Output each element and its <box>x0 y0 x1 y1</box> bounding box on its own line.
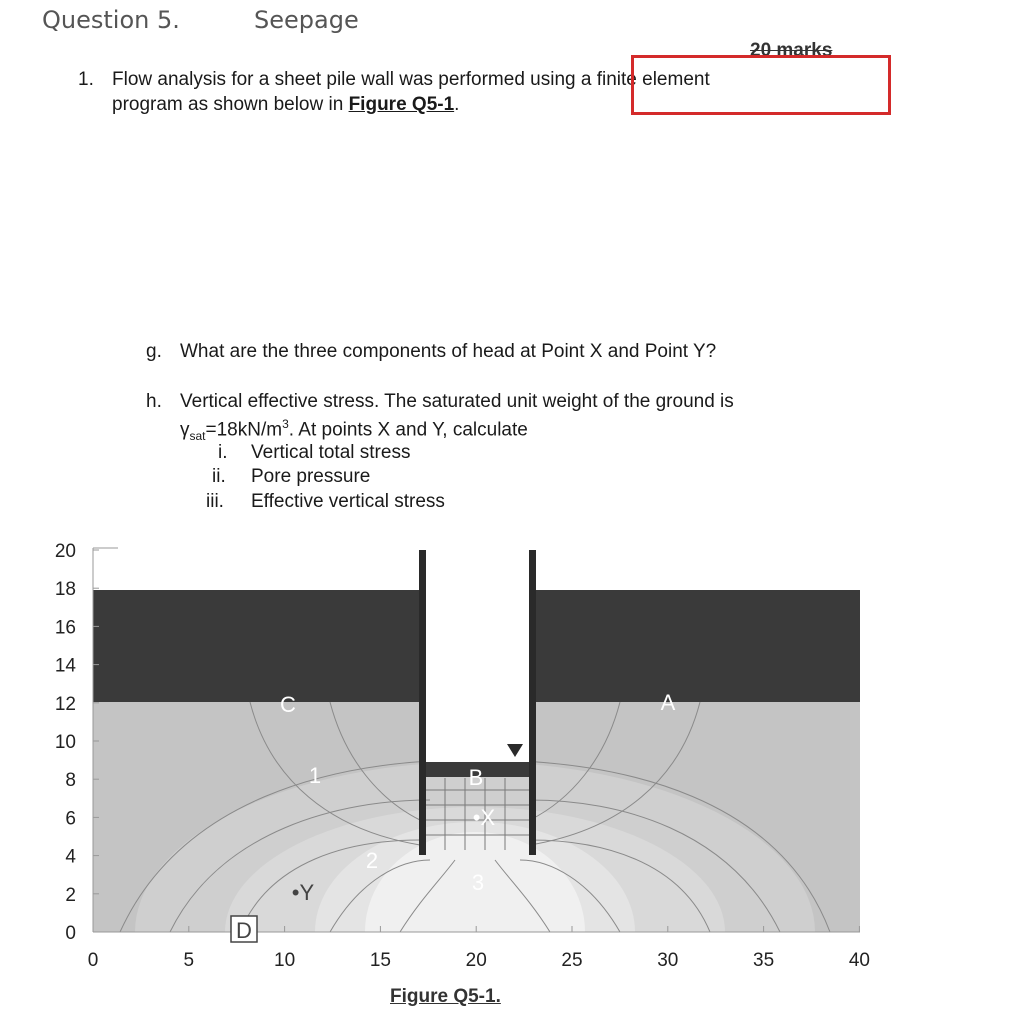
contour-label-2: 2 <box>365 848 379 873</box>
x-tick-label: 20 <box>465 950 487 971</box>
subpart-iii-text: Effective vertical stress <box>251 491 445 512</box>
y-tick-label: 12 <box>54 693 76 715</box>
subpart-i-label: i. <box>218 442 228 463</box>
label-c: C <box>280 692 296 717</box>
upper-soil-left <box>93 590 420 702</box>
part-g-text: What are the three components of head at Point X and Point Y? <box>180 341 717 362</box>
contour-label-3: 3 <box>471 870 485 895</box>
y-tick-label: 14 <box>54 655 76 677</box>
item-text-suffix: . <box>454 94 460 115</box>
subpart-ii-text: Pore pressure <box>251 466 371 487</box>
x-tick-label: 40 <box>848 950 870 971</box>
question-topic: Seepage <box>254 6 359 34</box>
gamma-subscript: sat <box>189 429 206 444</box>
y-tick-label: 16 <box>54 617 76 639</box>
part-g-label: g. <box>146 341 162 362</box>
label-a: A <box>660 690 676 715</box>
sheet-pile-right <box>529 550 536 855</box>
y-tick-label: 10 <box>54 732 76 753</box>
y-tick-label: 0 <box>65 923 76 944</box>
contour-label-1: 1 <box>308 763 322 788</box>
point-y-label: •Y <box>291 880 315 905</box>
gamma-symbol: γ <box>180 419 190 441</box>
x-tick-label: 0 <box>87 950 99 971</box>
question-number: Question 5. <box>42 6 180 34</box>
unit-weight-value: =18kN/m <box>205 419 283 441</box>
lower-soil <box>93 702 860 1024</box>
y-tick-label: 6 <box>65 808 76 830</box>
part-h-label: h. <box>146 391 162 412</box>
x-tick-label: 15 <box>369 950 391 971</box>
subpart-iii-label: iii. <box>206 491 224 512</box>
item-text-prefix: program as shown below in <box>112 94 349 115</box>
x-tick-label: 10 <box>274 950 296 971</box>
y-tick-label: 8 <box>65 770 76 792</box>
water-level-marker <box>507 744 523 757</box>
figure-reference: Figure Q5-1 <box>348 94 455 115</box>
point-x-label: •X <box>472 805 496 830</box>
sheet-pile-left <box>419 550 426 855</box>
marks-label: 20 marks <box>750 40 833 61</box>
x-tick-label: 5 <box>183 950 195 971</box>
x-tick-label: 25 <box>561 950 583 971</box>
part-h-rest: . At points X and Y, calculate <box>288 419 528 441</box>
label-d: D <box>236 918 252 943</box>
unit-superscript: 3 <box>282 417 289 431</box>
x-tick-label: 35 <box>753 950 775 971</box>
y-tick-label: 2 <box>65 884 76 906</box>
y-tick-label: 18 <box>54 579 76 601</box>
item-text-line1: Flow analysis for a sheet pile wall was performed using a finite element <box>112 69 710 90</box>
upper-soil-right <box>535 590 860 702</box>
label-b: B <box>468 765 484 790</box>
subpart-i-text: Vertical total stress <box>251 442 411 463</box>
part-h-text: Vertical effective stress. The saturated unit weight of the ground is <box>180 391 734 412</box>
x-tick-label: 30 <box>657 950 679 971</box>
item-number: 1. <box>78 69 94 90</box>
subpart-ii-label: ii. <box>212 466 226 487</box>
figure-caption: Figure Q5-1. <box>390 986 501 1007</box>
y-tick-label: 4 <box>65 846 76 868</box>
y-tick-label: 20 <box>54 541 76 562</box>
